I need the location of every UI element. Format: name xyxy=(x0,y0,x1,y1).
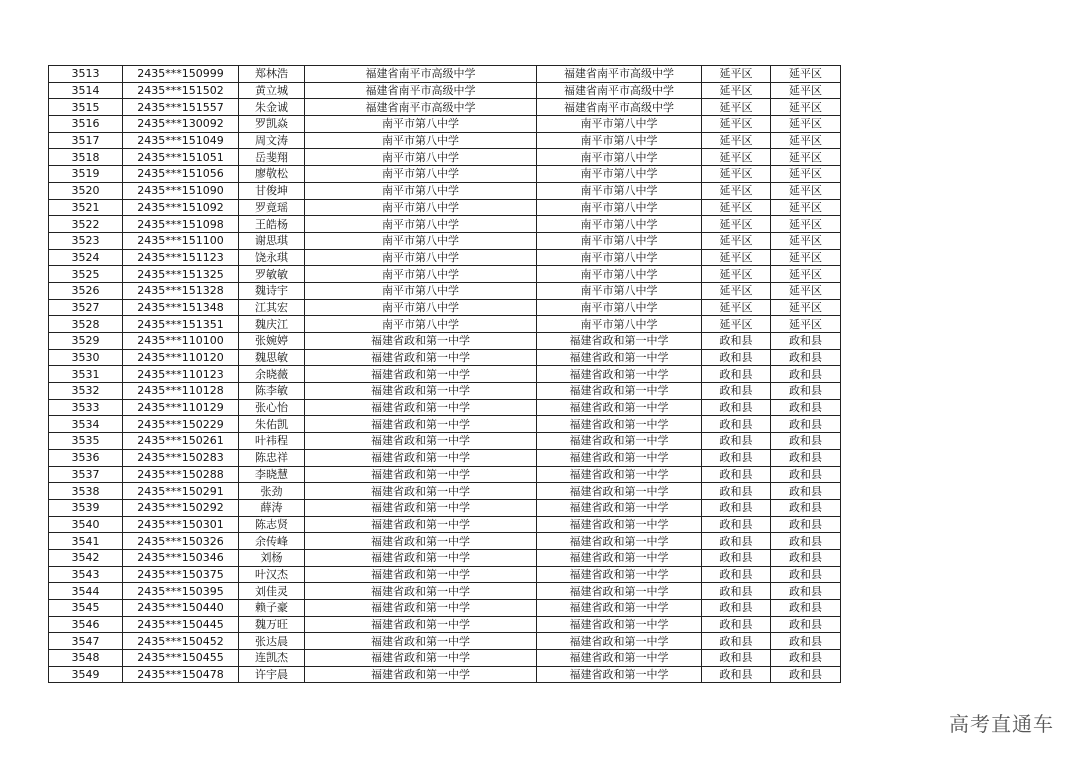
name-cell: 魏诗宇 xyxy=(239,282,305,299)
region-cell: 延平区 xyxy=(771,116,841,133)
exam-id-cell: 2435***151325 xyxy=(123,266,239,283)
row-number-cell: 3541 xyxy=(49,533,123,550)
district-cell: 政和县 xyxy=(702,583,771,600)
row-number-cell: 3521 xyxy=(49,199,123,216)
region-cell: 政和县 xyxy=(771,366,841,383)
registration-school-cell: 福建省南平市高级中学 xyxy=(537,66,702,83)
table-row xyxy=(49,433,841,450)
table-row xyxy=(49,399,841,416)
exam-id-cell: 2435***150445 xyxy=(123,616,239,633)
row-number-cell: 3528 xyxy=(49,316,123,333)
name-cell: 王皓杨 xyxy=(239,216,305,233)
region-cell: 政和县 xyxy=(771,616,841,633)
school-cell: 福建省政和第一中学 xyxy=(305,399,537,416)
row-number-cell: 3539 xyxy=(49,499,123,516)
region-cell: 延平区 xyxy=(771,82,841,99)
exam-id-cell: 2435***150288 xyxy=(123,466,239,483)
table-row xyxy=(49,449,841,466)
table-row xyxy=(49,600,841,617)
region-cell: 延平区 xyxy=(771,182,841,199)
registration-school-cell: 福建省南平市高级中学 xyxy=(537,82,702,99)
district-cell: 政和县 xyxy=(702,616,771,633)
name-cell: 陈忠祥 xyxy=(239,449,305,466)
district-cell: 延平区 xyxy=(702,166,771,183)
row-number-cell: 3547 xyxy=(49,633,123,650)
registration-school-cell: 福建省南平市高级中学 xyxy=(537,99,702,116)
name-cell: 饶永琪 xyxy=(239,249,305,266)
row-number-cell: 3543 xyxy=(49,566,123,583)
district-cell: 政和县 xyxy=(702,466,771,483)
exam-id-cell: 2435***151557 xyxy=(123,99,239,116)
row-number-cell: 3519 xyxy=(49,166,123,183)
registration-school-cell: 福建省政和第一中学 xyxy=(537,349,702,366)
registration-school-cell: 福建省政和第一中学 xyxy=(537,600,702,617)
name-cell: 刘佳灵 xyxy=(239,583,305,600)
region-cell: 政和县 xyxy=(771,483,841,500)
table-row xyxy=(49,99,841,116)
name-cell: 余晓薇 xyxy=(239,366,305,383)
table-row xyxy=(49,466,841,483)
table-row xyxy=(49,232,841,249)
table-row xyxy=(49,316,841,333)
row-number-cell: 3545 xyxy=(49,600,123,617)
region-cell: 延平区 xyxy=(771,282,841,299)
registration-school-cell: 南平市第八中学 xyxy=(537,316,702,333)
table-row xyxy=(49,149,841,166)
name-cell: 江其宏 xyxy=(239,299,305,316)
district-cell: 延平区 xyxy=(702,82,771,99)
registration-school-cell: 南平市第八中学 xyxy=(537,182,702,199)
table-row xyxy=(49,650,841,667)
exam-id-cell: 2435***151098 xyxy=(123,216,239,233)
row-number-cell: 3522 xyxy=(49,216,123,233)
row-number-cell: 3538 xyxy=(49,483,123,500)
row-number-cell: 3549 xyxy=(49,666,123,683)
table-row xyxy=(49,182,841,199)
exam-id-cell: 2435***151348 xyxy=(123,299,239,316)
district-cell: 延平区 xyxy=(702,149,771,166)
row-number-cell: 3533 xyxy=(49,399,123,416)
registration-school-cell: 福建省政和第一中学 xyxy=(537,549,702,566)
region-cell: 政和县 xyxy=(771,666,841,683)
region-cell: 政和县 xyxy=(771,333,841,350)
exam-id-cell: 2435***151092 xyxy=(123,199,239,216)
registration-school-cell: 福建省政和第一中学 xyxy=(537,566,702,583)
name-cell: 李晓慧 xyxy=(239,466,305,483)
school-cell: 福建省政和第一中学 xyxy=(305,466,537,483)
table-row xyxy=(49,82,841,99)
exam-id-cell: 2435***151090 xyxy=(123,182,239,199)
registration-school-cell: 福建省政和第一中学 xyxy=(537,333,702,350)
name-cell: 朱佑凯 xyxy=(239,416,305,433)
table-row xyxy=(49,666,841,683)
district-cell: 政和县 xyxy=(702,333,771,350)
district-cell: 政和县 xyxy=(702,533,771,550)
district-cell: 政和县 xyxy=(702,416,771,433)
exam-id-cell: 2435***150301 xyxy=(123,516,239,533)
name-cell: 周文涛 xyxy=(239,132,305,149)
registration-school-cell: 福建省政和第一中学 xyxy=(537,616,702,633)
name-cell: 陈志贤 xyxy=(239,516,305,533)
exam-id-cell: 2435***150229 xyxy=(123,416,239,433)
registration-school-cell: 南平市第八中学 xyxy=(537,166,702,183)
name-cell: 张婉婷 xyxy=(239,333,305,350)
district-cell: 政和县 xyxy=(702,349,771,366)
school-cell: 南平市第八中学 xyxy=(305,232,537,249)
school-cell: 福建省政和第一中学 xyxy=(305,566,537,583)
region-cell: 延平区 xyxy=(771,299,841,316)
exam-id-cell: 2435***151051 xyxy=(123,149,239,166)
district-cell: 延平区 xyxy=(702,249,771,266)
registration-school-cell: 南平市第八中学 xyxy=(537,299,702,316)
table-row xyxy=(49,349,841,366)
registration-school-cell: 南平市第八中学 xyxy=(537,282,702,299)
district-cell: 延平区 xyxy=(702,199,771,216)
school-cell: 南平市第八中学 xyxy=(305,199,537,216)
table-row xyxy=(49,333,841,350)
school-cell: 福建省政和第一中学 xyxy=(305,499,537,516)
district-cell: 政和县 xyxy=(702,549,771,566)
row-number-cell: 3525 xyxy=(49,266,123,283)
region-cell: 政和县 xyxy=(771,583,841,600)
name-cell: 魏思敏 xyxy=(239,349,305,366)
exam-id-cell: 2435***150440 xyxy=(123,600,239,617)
table-row xyxy=(49,166,841,183)
table-row xyxy=(49,566,841,583)
district-cell: 延平区 xyxy=(702,216,771,233)
table-row xyxy=(49,499,841,516)
school-cell: 福建省政和第一中学 xyxy=(305,633,537,650)
name-cell: 薛涛 xyxy=(239,499,305,516)
region-cell: 延平区 xyxy=(771,266,841,283)
registration-school-cell: 福建省政和第一中学 xyxy=(537,650,702,667)
school-cell: 南平市第八中学 xyxy=(305,282,537,299)
region-cell: 延平区 xyxy=(771,249,841,266)
region-cell: 政和县 xyxy=(771,516,841,533)
row-number-cell: 3535 xyxy=(49,433,123,450)
row-number-cell: 3516 xyxy=(49,116,123,133)
name-cell: 朱金诚 xyxy=(239,99,305,116)
region-cell: 政和县 xyxy=(771,433,841,450)
registration-school-cell: 福建省政和第一中学 xyxy=(537,466,702,483)
table-row xyxy=(49,533,841,550)
district-cell: 延平区 xyxy=(702,232,771,249)
row-number-cell: 3544 xyxy=(49,583,123,600)
name-cell: 张劲 xyxy=(239,483,305,500)
row-number-cell: 3534 xyxy=(49,416,123,433)
registration-school-cell: 福建省政和第一中学 xyxy=(537,399,702,416)
row-number-cell: 3530 xyxy=(49,349,123,366)
region-cell: 政和县 xyxy=(771,549,841,566)
name-cell: 张心怡 xyxy=(239,399,305,416)
exam-id-cell: 2435***151100 xyxy=(123,232,239,249)
district-cell: 政和县 xyxy=(702,566,771,583)
table-row xyxy=(49,416,841,433)
district-cell: 延平区 xyxy=(702,266,771,283)
school-cell: 福建省政和第一中学 xyxy=(305,583,537,600)
school-cell: 福建省政和第一中学 xyxy=(305,383,537,400)
exam-id-cell: 2435***150395 xyxy=(123,583,239,600)
district-cell: 延平区 xyxy=(702,132,771,149)
row-number-cell: 3517 xyxy=(49,132,123,149)
name-cell: 罗竟瑶 xyxy=(239,199,305,216)
table-row xyxy=(49,266,841,283)
region-cell: 延平区 xyxy=(771,149,841,166)
row-number-cell: 3526 xyxy=(49,282,123,299)
row-number-cell: 3518 xyxy=(49,149,123,166)
name-cell: 赖子豪 xyxy=(239,600,305,617)
table-row xyxy=(49,216,841,233)
name-cell: 黄立城 xyxy=(239,82,305,99)
name-cell: 岳斐翔 xyxy=(239,149,305,166)
region-cell: 政和县 xyxy=(771,383,841,400)
exam-id-cell: 2435***151123 xyxy=(123,249,239,266)
school-cell: 福建省政和第一中学 xyxy=(305,349,537,366)
exam-id-cell: 2435***150261 xyxy=(123,433,239,450)
district-cell: 延平区 xyxy=(702,299,771,316)
registration-school-cell: 福建省政和第一中学 xyxy=(537,633,702,650)
name-cell: 许宇晨 xyxy=(239,666,305,683)
row-number-cell: 3548 xyxy=(49,650,123,667)
row-number-cell: 3536 xyxy=(49,449,123,466)
school-cell: 南平市第八中学 xyxy=(305,166,537,183)
school-cell: 南平市第八中学 xyxy=(305,182,537,199)
row-number-cell: 3540 xyxy=(49,516,123,533)
name-cell: 连凯杰 xyxy=(239,650,305,667)
exam-id-cell: 2435***150346 xyxy=(123,549,239,566)
row-number-cell: 3523 xyxy=(49,232,123,249)
district-cell: 政和县 xyxy=(702,399,771,416)
name-cell: 陈李敏 xyxy=(239,383,305,400)
exam-id-cell: 2435***150455 xyxy=(123,650,239,667)
school-cell: 南平市第八中学 xyxy=(305,249,537,266)
region-cell: 政和县 xyxy=(771,399,841,416)
row-number-cell: 3513 xyxy=(49,66,123,83)
exam-id-cell: 2435***150999 xyxy=(123,66,239,83)
exam-id-cell: 2435***150291 xyxy=(123,483,239,500)
name-cell: 刘杨 xyxy=(239,549,305,566)
district-cell: 延平区 xyxy=(702,116,771,133)
region-cell: 延平区 xyxy=(771,216,841,233)
school-cell: 福建省南平市高级中学 xyxy=(305,82,537,99)
row-number-cell: 3527 xyxy=(49,299,123,316)
registration-school-cell: 福建省政和第一中学 xyxy=(537,583,702,600)
district-cell: 政和县 xyxy=(702,633,771,650)
region-cell: 政和县 xyxy=(771,633,841,650)
district-cell: 政和县 xyxy=(702,483,771,500)
registration-school-cell: 福建省政和第一中学 xyxy=(537,449,702,466)
exam-id-cell: 2435***110120 xyxy=(123,349,239,366)
exam-id-cell: 2435***150283 xyxy=(123,449,239,466)
district-cell: 政和县 xyxy=(702,600,771,617)
school-cell: 南平市第八中学 xyxy=(305,149,537,166)
exam-id-cell: 2435***151328 xyxy=(123,282,239,299)
table-row xyxy=(49,116,841,133)
roster-table xyxy=(48,65,841,683)
exam-id-cell: 2435***150292 xyxy=(123,499,239,516)
row-number-cell: 3546 xyxy=(49,616,123,633)
region-cell: 延平区 xyxy=(771,99,841,116)
district-cell: 政和县 xyxy=(702,433,771,450)
exam-id-cell: 2435***130092 xyxy=(123,116,239,133)
exam-id-cell: 2435***150326 xyxy=(123,533,239,550)
name-cell: 郑林浩 xyxy=(239,66,305,83)
school-cell: 福建省政和第一中学 xyxy=(305,650,537,667)
registration-school-cell: 福建省政和第一中学 xyxy=(537,499,702,516)
exam-id-cell: 2435***151502 xyxy=(123,82,239,99)
registration-school-cell: 南平市第八中学 xyxy=(537,216,702,233)
school-cell: 福建省政和第一中学 xyxy=(305,416,537,433)
school-cell: 福建省政和第一中学 xyxy=(305,533,537,550)
table-row xyxy=(49,516,841,533)
district-cell: 延平区 xyxy=(702,316,771,333)
table-row xyxy=(49,633,841,650)
district-cell: 政和县 xyxy=(702,449,771,466)
table-row xyxy=(49,249,841,266)
registration-school-cell: 福建省政和第一中学 xyxy=(537,433,702,450)
district-cell: 延平区 xyxy=(702,66,771,83)
row-number-cell: 3542 xyxy=(49,549,123,566)
school-cell: 福建省政和第一中学 xyxy=(305,616,537,633)
district-cell: 政和县 xyxy=(702,499,771,516)
name-cell: 罗凯焱 xyxy=(239,116,305,133)
region-cell: 延平区 xyxy=(771,316,841,333)
name-cell: 叶汉杰 xyxy=(239,566,305,583)
row-number-cell: 3514 xyxy=(49,82,123,99)
exam-id-cell: 2435***150478 xyxy=(123,666,239,683)
school-cell: 南平市第八中学 xyxy=(305,216,537,233)
table-row xyxy=(49,383,841,400)
school-cell: 福建省政和第一中学 xyxy=(305,433,537,450)
region-cell: 政和县 xyxy=(771,416,841,433)
school-cell: 南平市第八中学 xyxy=(305,299,537,316)
region-cell: 延平区 xyxy=(771,66,841,83)
region-cell: 延平区 xyxy=(771,199,841,216)
name-cell: 罗敏敏 xyxy=(239,266,305,283)
exam-id-cell: 2435***110128 xyxy=(123,383,239,400)
exam-id-cell: 2435***150452 xyxy=(123,633,239,650)
table-row xyxy=(49,199,841,216)
registration-school-cell: 福建省政和第一中学 xyxy=(537,483,702,500)
registration-school-cell: 南平市第八中学 xyxy=(537,149,702,166)
table-row xyxy=(49,483,841,500)
region-cell: 政和县 xyxy=(771,650,841,667)
school-cell: 南平市第八中学 xyxy=(305,316,537,333)
exam-id-cell: 2435***110123 xyxy=(123,366,239,383)
name-cell: 魏庆江 xyxy=(239,316,305,333)
row-number-cell: 3531 xyxy=(49,366,123,383)
school-cell: 福建省政和第一中学 xyxy=(305,483,537,500)
school-cell: 南平市第八中学 xyxy=(305,116,537,133)
registration-school-cell: 南平市第八中学 xyxy=(537,199,702,216)
district-cell: 政和县 xyxy=(702,516,771,533)
exam-id-cell: 2435***151351 xyxy=(123,316,239,333)
region-cell: 延平区 xyxy=(771,232,841,249)
row-number-cell: 3515 xyxy=(49,99,123,116)
table-row xyxy=(49,299,841,316)
registration-school-cell: 南平市第八中学 xyxy=(537,116,702,133)
table-row xyxy=(49,132,841,149)
registration-school-cell: 福建省政和第一中学 xyxy=(537,533,702,550)
district-cell: 政和县 xyxy=(702,666,771,683)
table-row xyxy=(49,66,841,83)
name-cell: 叶祎程 xyxy=(239,433,305,450)
table-row xyxy=(49,616,841,633)
region-cell: 政和县 xyxy=(771,533,841,550)
school-cell: 福建省南平市高级中学 xyxy=(305,99,537,116)
region-cell: 政和县 xyxy=(771,566,841,583)
row-number-cell: 3524 xyxy=(49,249,123,266)
name-cell: 余传峰 xyxy=(239,533,305,550)
registration-school-cell: 福建省政和第一中学 xyxy=(537,383,702,400)
registration-school-cell: 南平市第八中学 xyxy=(537,232,702,249)
exam-id-cell: 2435***110100 xyxy=(123,333,239,350)
district-cell: 延平区 xyxy=(702,99,771,116)
registration-school-cell: 福建省政和第一中学 xyxy=(537,366,702,383)
school-cell: 福建省政和第一中学 xyxy=(305,600,537,617)
school-cell: 福建省政和第一中学 xyxy=(305,549,537,566)
row-number-cell: 3529 xyxy=(49,333,123,350)
district-cell: 政和县 xyxy=(702,650,771,667)
roster-body xyxy=(49,66,841,683)
row-number-cell: 3532 xyxy=(49,383,123,400)
district-cell: 政和县 xyxy=(702,366,771,383)
district-cell: 政和县 xyxy=(702,383,771,400)
registration-school-cell: 福建省政和第一中学 xyxy=(537,666,702,683)
region-cell: 政和县 xyxy=(771,499,841,516)
school-cell: 南平市第八中学 xyxy=(305,132,537,149)
school-cell: 福建省南平市高级中学 xyxy=(305,66,537,83)
name-cell: 魏万旺 xyxy=(239,616,305,633)
district-cell: 延平区 xyxy=(702,182,771,199)
exam-id-cell: 2435***150375 xyxy=(123,566,239,583)
row-number-cell: 3537 xyxy=(49,466,123,483)
table-row xyxy=(49,549,841,566)
table-row xyxy=(49,366,841,383)
region-cell: 政和县 xyxy=(771,449,841,466)
region-cell: 政和县 xyxy=(771,466,841,483)
region-cell: 政和县 xyxy=(771,349,841,366)
registration-school-cell: 南平市第八中学 xyxy=(537,249,702,266)
table-row xyxy=(49,583,841,600)
exam-id-cell: 2435***151049 xyxy=(123,132,239,149)
watermark-text: 高考直通车 xyxy=(949,712,1054,736)
table-row xyxy=(49,282,841,299)
school-cell: 南平市第八中学 xyxy=(305,266,537,283)
exam-id-cell: 2435***151056 xyxy=(123,166,239,183)
district-cell: 延平区 xyxy=(702,282,771,299)
region-cell: 延平区 xyxy=(771,166,841,183)
region-cell: 延平区 xyxy=(771,132,841,149)
name-cell: 甘俊坤 xyxy=(239,182,305,199)
name-cell: 谢思琪 xyxy=(239,232,305,249)
school-cell: 福建省政和第一中学 xyxy=(305,449,537,466)
registration-school-cell: 福建省政和第一中学 xyxy=(537,416,702,433)
name-cell: 张达晨 xyxy=(239,633,305,650)
registration-school-cell: 南平市第八中学 xyxy=(537,266,702,283)
region-cell: 政和县 xyxy=(771,600,841,617)
school-cell: 福建省政和第一中学 xyxy=(305,666,537,683)
registration-school-cell: 南平市第八中学 xyxy=(537,132,702,149)
school-cell: 福建省政和第一中学 xyxy=(305,516,537,533)
name-cell: 廖敬松 xyxy=(239,166,305,183)
registration-school-cell: 福建省政和第一中学 xyxy=(537,516,702,533)
row-number-cell: 3520 xyxy=(49,182,123,199)
exam-id-cell: 2435***110129 xyxy=(123,399,239,416)
school-cell: 福建省政和第一中学 xyxy=(305,333,537,350)
school-cell: 福建省政和第一中学 xyxy=(305,366,537,383)
